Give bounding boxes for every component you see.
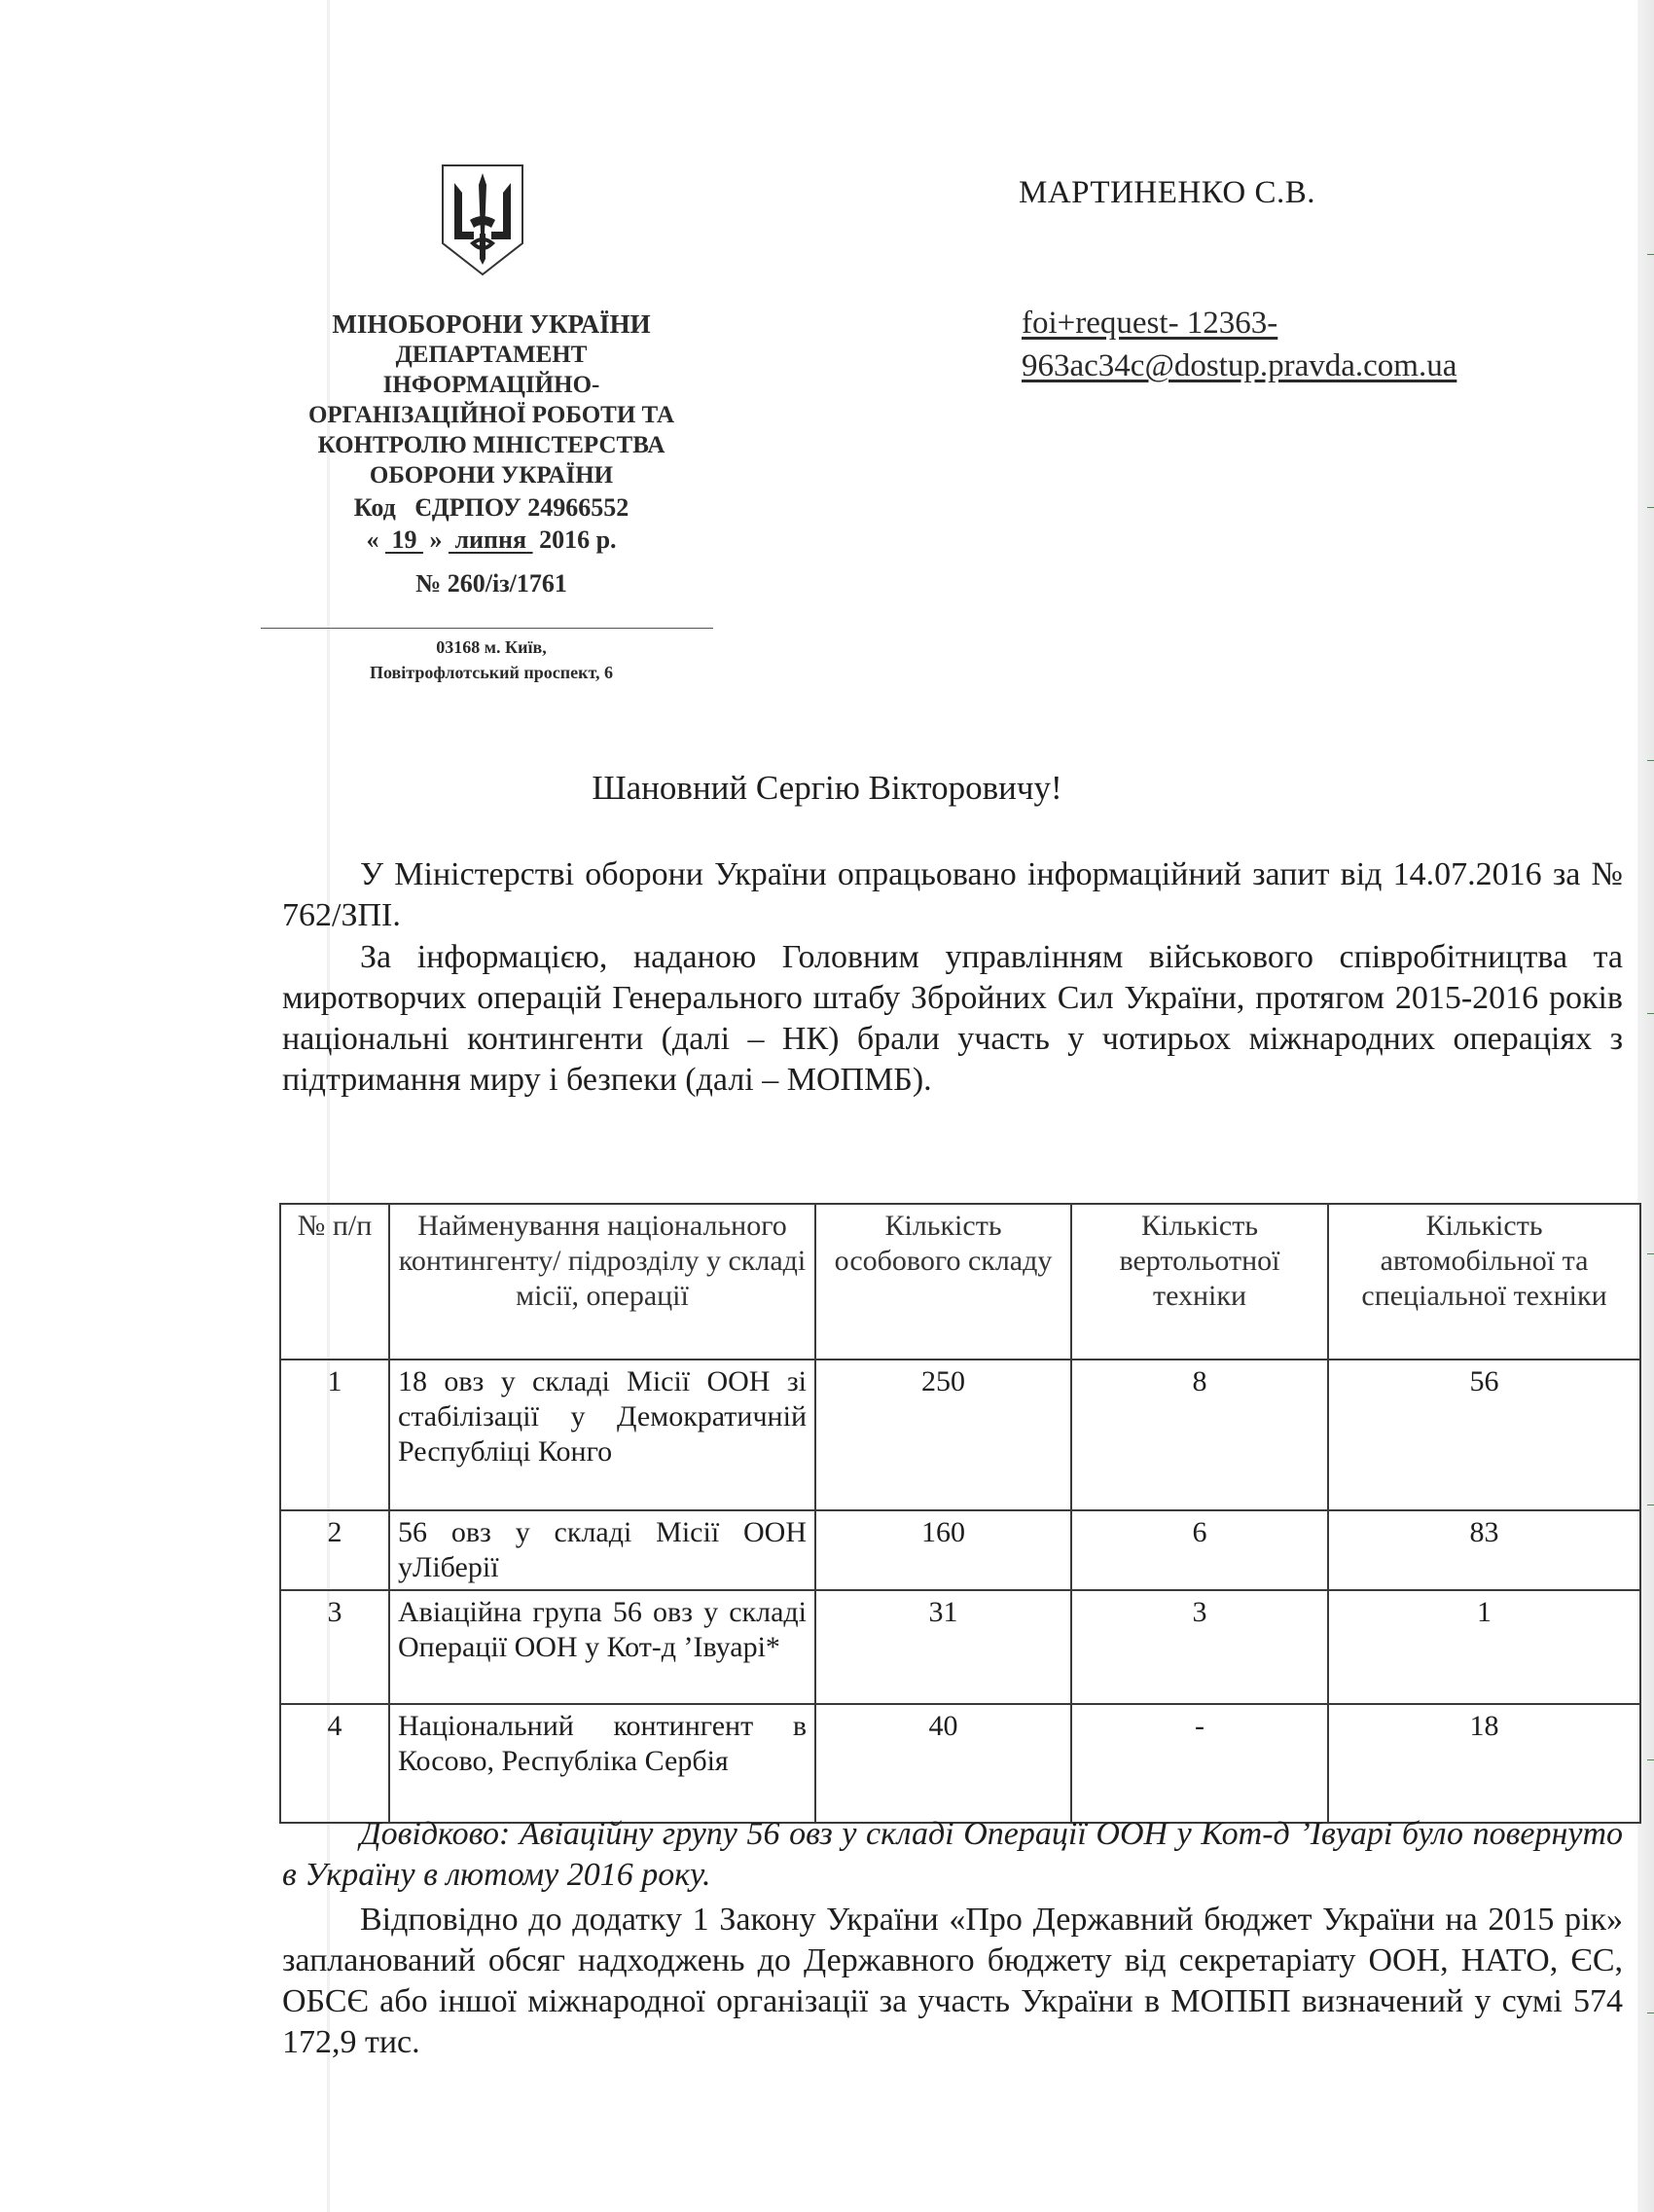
recipient-name: МАРТИНЕНКО С.В. <box>1019 175 1316 210</box>
margin-tick <box>1647 760 1654 761</box>
helicopter-count: 3 <box>1071 1590 1328 1704</box>
date-day: 19 <box>391 526 417 554</box>
department-line: КОНТРОЛЮ МІНІСТЕРСТВА <box>317 432 665 458</box>
paragraph-budget: Відповідно до додатку 1 Закону України «Про Державний бюджет України на 2015 рік» запланований обсяг надходжень до Державного бюджету від секретаріату ООН, НАТО, ЄС, ОБСЄ або іншої міжнародної організації за участь України в МОПБП визначений у сумі 574 172,9 тис. <box>282 1902 1623 2060</box>
department-line: ДЕПАРТАМЕНТ <box>395 342 588 368</box>
vehicle-count: 83 <box>1328 1510 1640 1590</box>
contingent-name: 18 овз у складі Місії ООН зі стабілізації у Демократичній Республіці Конго <box>389 1360 815 1510</box>
personnel-count: 250 <box>815 1360 1071 1510</box>
header-contingent-name: Найменування національного контингенту/ підрозділу у складі місії, операції <box>389 1204 815 1360</box>
letterhead-block <box>263 309 720 598</box>
date-year: 2016 р. <box>539 526 617 554</box>
margin-tick <box>1647 254 1654 255</box>
table-row <box>280 1360 1640 1510</box>
header-personnel: Кількість особового складу <box>815 1204 1071 1360</box>
recipient-email-link[interactable]: foi+request- 12363- 963ac34c@dostup.pravda.com.ua <box>1022 306 1457 383</box>
margin-tick <box>1647 1759 1654 1760</box>
reference-note: Довідково: Авіаційну групу 56 овз у складі Операції ООН у Кот-д ’Івуарі було повернуто в Україну в лютому 2016 року. <box>282 1816 1623 1893</box>
row-number: 1 <box>280 1360 389 1510</box>
table-header-row <box>280 1204 1640 1360</box>
scan-page-edge <box>1637 0 1654 2212</box>
date-month: липня <box>454 526 527 554</box>
personnel-count: 31 <box>815 1590 1071 1704</box>
row-number: 2 <box>280 1510 389 1590</box>
row-number: 3 <box>280 1590 389 1704</box>
margin-tick <box>1647 1253 1654 1254</box>
contingent-name: 56 овз у складі Місії ООН уЛіберії <box>389 1510 815 1590</box>
helicopter-count: - <box>1071 1704 1328 1823</box>
department-line: ОРГАНІЗАЦІЙНОЇ РОБОТИ ТА <box>307 402 675 428</box>
trident-coat-of-arms-icon <box>441 163 524 276</box>
letterhead-divider <box>261 628 713 629</box>
header-number: № п/п <box>280 1204 389 1360</box>
margin-tick <box>1647 507 1654 508</box>
header-vehicles: Кількість автомобільної та спеціальної техніки <box>1328 1204 1640 1360</box>
department-line: ІНФОРМАЦІЙНО- <box>382 372 600 398</box>
header-helicopters: Кількість вертольотної техніки <box>1071 1204 1328 1360</box>
helicopter-count: 8 <box>1071 1360 1328 1510</box>
row-number: 4 <box>280 1704 389 1823</box>
vehicle-count: 18 <box>1328 1704 1640 1823</box>
edrpou-code: Код ЄДРПОУ 24966552 <box>353 493 629 522</box>
contingents-table <box>279 1203 1641 1824</box>
personnel-count: 40 <box>815 1704 1071 1823</box>
table-row <box>280 1510 1640 1590</box>
vehicle-count: 1 <box>1328 1590 1640 1704</box>
vehicle-count: 56 <box>1328 1360 1640 1510</box>
ministry-name: МІНОБОРОНИ УКРАЇНИ <box>332 309 651 339</box>
margin-tick <box>1647 1013 1654 1014</box>
ministry-address: 03168 м. Київ, Повітрофлотський проспект, 6 <box>370 637 613 682</box>
paragraph-contingents-info: За інформацією, наданою Головним управлінням військового співробітництва та миротворчих операцій Генерального штабу Збройних Сил України, протягом 2015-2016 років національні контингенти (далі – НК) брали участь у чотирьох міжнародних операціях з підтримання миру і безпеки (далі – МОПМБ). <box>282 939 1623 1098</box>
department-line: ОБОРОНИ УКРАЇНИ <box>369 462 614 489</box>
table-row <box>280 1590 1640 1704</box>
personnel-count: 160 <box>815 1510 1071 1590</box>
contingent-name: Авіаційна група 56 овз у складі Операції ООН у Кот-д ’Івуарі* <box>389 1590 815 1704</box>
table-row <box>280 1704 1640 1823</box>
document-date: « 19 » липня 2016 р. <box>366 526 617 554</box>
helicopter-count: 6 <box>1071 1510 1328 1590</box>
contingent-name: Національний контингент в Косово, Республіка Сербія <box>389 1704 815 1823</box>
document-number: № 260/із/1761 <box>415 569 567 598</box>
salutation: Шановний Сергію Вікторовичу! <box>592 769 1062 807</box>
paragraph-request-processed: У Міністерстві оборони України опрацьовано інформаційний запит від 14.07.2016 за № 762/ЗПІ. <box>282 856 1623 933</box>
